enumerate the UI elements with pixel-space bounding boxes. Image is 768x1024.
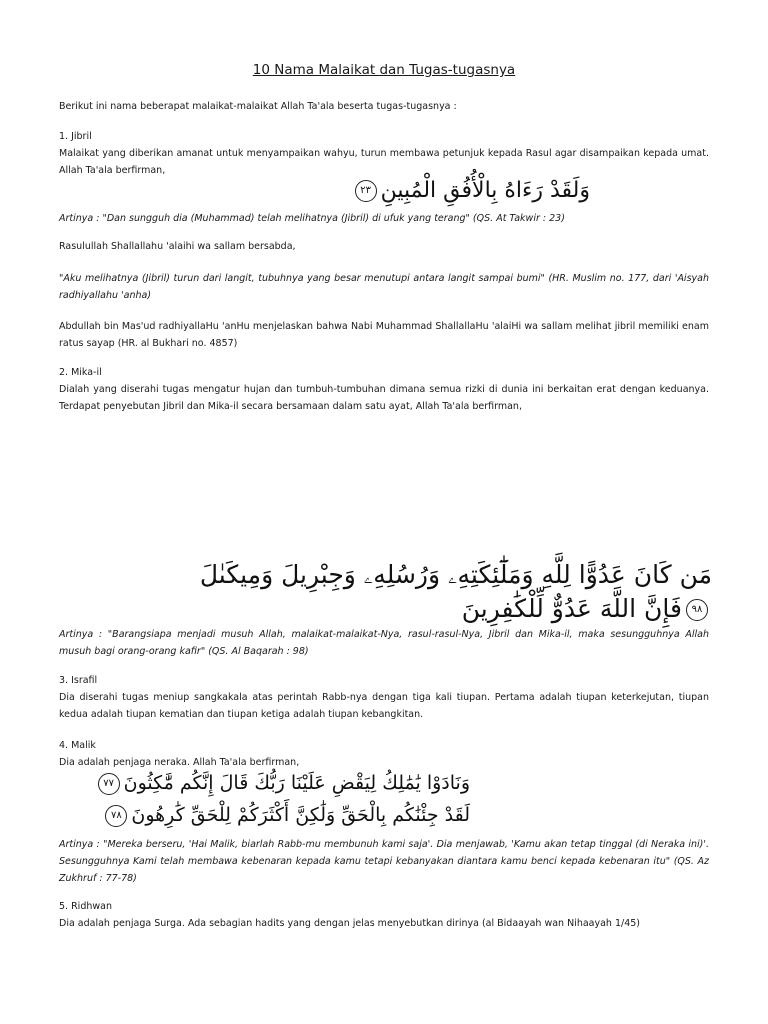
arabic-line: وَنَادَوْا يَٰمَٰلِكُ لِيَقْضِ عَلَيْنَا رَبُّكَ قَالَ إِنَّكُم مَّٰكِثُونَ [123,772,470,794]
arabic-line: فَإِنَّ اللَّهَ عَدُوٌّ لِّلْكَٰفِرِينَ [461,594,682,623]
section-body-mikail: Dialah yang diserahi tugas mengatur hujan dan tumbuh-tumbuhan dimana semua rizki di dunia ini berkaitan erat dengan keduanya. Terdapat penyebutan Jibril dan Mika-il secara bersamaan dalam satu ayat, Allah Ta'ala berfirman, [59,384,709,412]
hadith-quote: "Aku melihatnya (Jibril) turun dari langit, tubuhnya yang besar menutupi antara langit sampai bumi" (HR. Muslim no. 177, dari 'Aisyah radhiyallahu 'anha) [59,273,709,301]
ayah-number-77: ٧٧ [98,773,120,795]
quran-verse-takwir [351,178,590,203]
section-heading-ridhwan: 5. Ridhwan [59,901,112,912]
section-body-malik: Dia adalah penjaga neraka. Allah Ta'ala berfirman, [59,757,300,768]
quran-verse-zukhruf-line2 [101,804,470,827]
section-body-jibril: Malaikat yang diberikan amanat untuk menyampaikan wahyu, turun membawa petunjuk kepada Rasul agar disampaikan kepada umat. Allah Ta'ala berfirman, [59,148,709,176]
quran-verse-baqarah-line2 [462,594,712,623]
section-body-israfil: Dia diserahi tugas meniup sangkakala atas perintah Rabb-nya dengan tiga kali tiupan. Pertama adalah tiupan keterkejutan, tiupan kedua adalah tiupan kematian dan tiupan ketiga adalah tiupan kebangkitan. [59,692,709,720]
section-body-ridhwan: Dia adalah penjaga Surga. Ada sebagian hadits yang dengan jelas menyebutkan dirinya (al Bidaayah wan Nihaayah 1/45) [59,918,641,929]
arabic-line: وَلَقَدْ رَءَاهُ بِالْأُفُقِ الْمُبِينِ [380,178,590,203]
section-heading-mikail: 2. Mika-il [59,367,102,378]
hadith-intro: Rasulullah Shallallahu 'alaihi wa sallam bersabda, [59,241,296,252]
page-title: 10 Nama Malaikat dan Tugas-tugasnya [252,62,516,78]
intro-paragraph: Berikut ini nama beberapat malaikat-malaikat Allah Ta'ala beserta tugas-tugasnya : [59,101,457,112]
section-heading-israfil: 3. Israfil [59,675,98,686]
hadith-note: Abdullah bin Mas'ud radhiyallaHu 'anHu menjelaskan bahwa Nabi Muhammad ShallallaHu 'alaiHi wa sallam melihat jibril memiliki enam ratus sayap (HR. al Bukhari no. 4857) [59,321,709,349]
ayah-number-23: ٢٣ [355,180,377,202]
section-heading-malik: 4. Malik [59,740,96,751]
translation-malik: Artinya : "Mereka berseru, 'Hai Malik, biarlah Rabb-mu membunuh kami saja'. Dia menjawab, 'Kamu akan tetap tinggal (di Neraka ini)'. Sesungguhnya Kami telah membawa kebenaran kepada kamu tetapi kebanyakan diantara kamu benci kepada kebenaran itu" (QS. Az Zukhruf : 77-78) [59,839,709,884]
quran-verse-zukhruf-line1 [94,772,470,795]
translation-mikail: Artinya : "Barangsiapa menjadi musuh Allah, malaikat-malaikat-Nya, rasul-rasul-Nya, Jibril dan Mika-il, maka sesungguhnya Allah musuh bagi orang-orang kafir" (QS. Al Baqarah : 98) [59,629,709,657]
section-heading-jibril: 1. Jibril [59,131,92,142]
quran-verse-baqarah-line1: مَن كَانَ عَدُوًّا لِلَّهِ وَمَلَٰٓئِكَتِهِۦ وَرُسُلِهِۦ وَجِبْرِيلَ وَمِيكَىٰلَ [199,560,712,589]
ayah-number-98: ٩٨ [686,599,708,621]
arabic-line: لَقَدْ جِئْنَٰكُم بِالْحَقِّ وَلَٰكِنَّ أَكْثَرَكُمْ لِلْحَقِّ كَٰرِهُونَ [131,804,470,826]
translation-jibril: Artinya : "Dan sungguh dia (Muhammad) telah melihatnya (Jibril) di ufuk yang terang" (QS. At Takwir : 23) [59,213,565,224]
ayah-number-78: ٧٨ [105,805,127,827]
